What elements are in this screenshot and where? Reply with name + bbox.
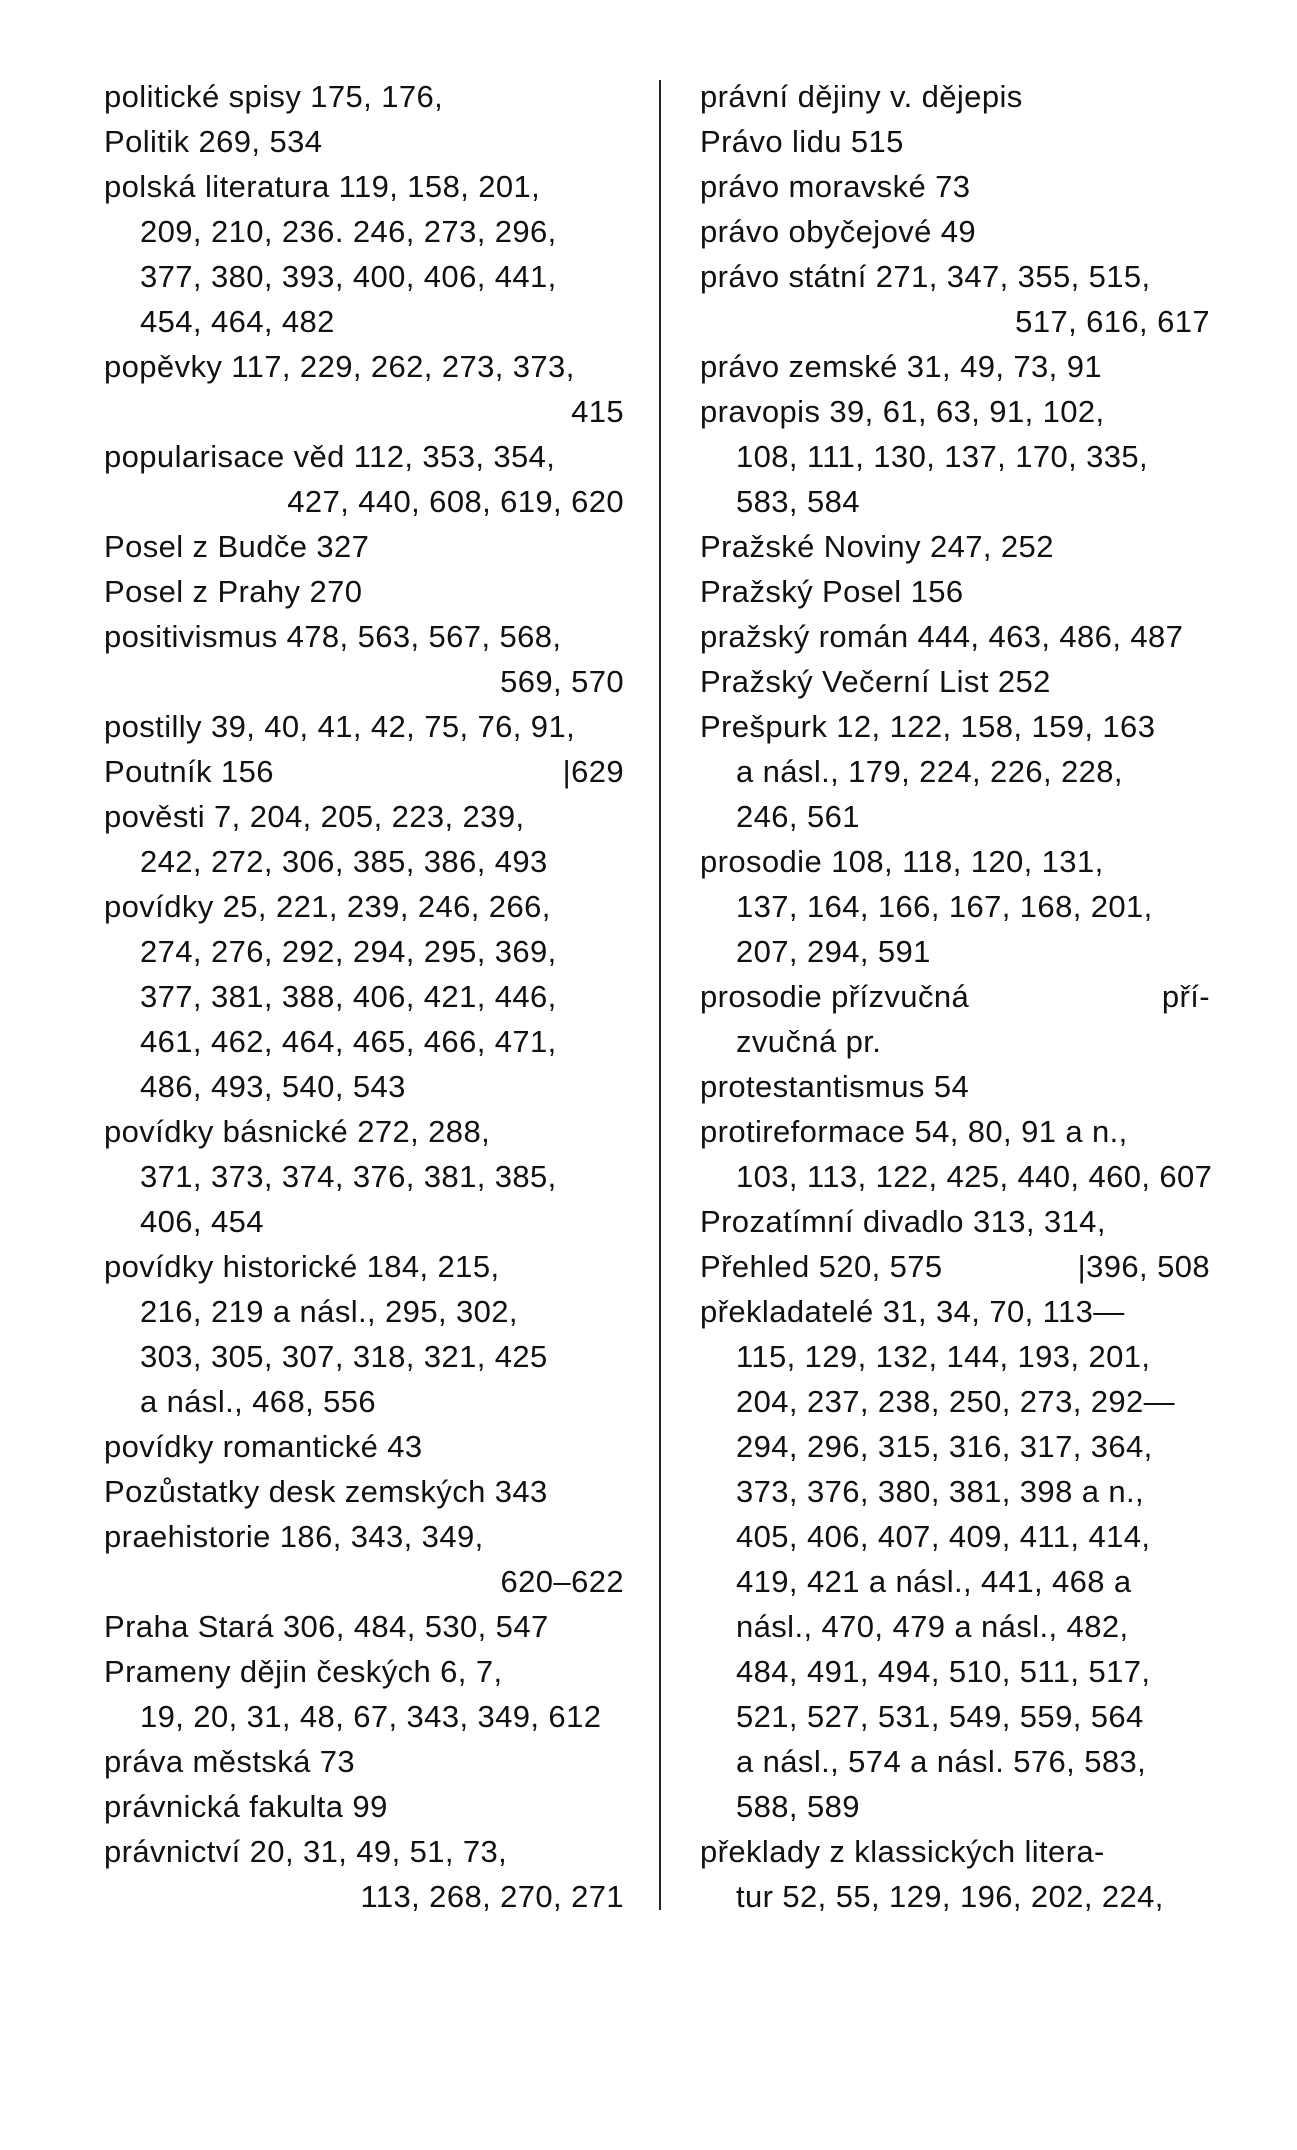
index-entry-text: 371, 373, 374, 376, 381, 385, [140,1159,557,1194]
index-entry-text: 108, 111, 130, 137, 170, 335, [736,439,1149,474]
index-entry-text: 207, 294, 591 [736,934,931,969]
index-entry-line [700,614,1210,659]
index-entry-text: Poutník 156 [104,754,274,789]
index-entry-line [104,119,624,164]
index-entry-line [104,1154,624,1199]
index-entry-line [104,1379,624,1424]
index-entry-text: prosodie přízvučná [700,979,970,1014]
index-entry-text: 19, 20, 31, 48, 67, 343, 349, 612 [140,1699,602,1734]
index-entry-line [700,1019,1210,1064]
index-entry-line [700,209,1210,254]
index-entry-line [104,1469,624,1514]
index-entry-line [104,1289,624,1334]
index-entry-text: Pražský Večerní List 252 [700,664,1051,699]
index-entry-line [700,1289,1210,1334]
index-entry-line [104,614,624,659]
index-entry-line [700,1514,1210,1559]
index-entry-line [104,299,624,344]
index-entry-line [104,929,624,974]
index-entry-line [700,344,1210,389]
index-entry-line [700,749,1210,794]
index-entry-text: 294, 296, 315, 316, 317, 364, [736,1429,1153,1464]
index-entry-line [700,1649,1210,1694]
index-entry-text: 484, 491, 494, 510, 511, 517, [736,1654,1151,1689]
index-entry-line [104,659,624,704]
index-entry-line [700,794,1210,839]
index-entry-text: Pražské Noviny 247, 252 [700,529,1054,564]
index-entry-line [104,479,624,524]
index-entry-line [104,1334,624,1379]
index-entry-line [104,1694,624,1739]
index-entry-text: 377, 380, 393, 400, 406, 441, [140,259,557,294]
index-entry-text: 583, 584 [736,484,860,519]
index-entry-line [104,884,624,929]
index-entry-continuation: |396, 508 [1077,1249,1210,1284]
index-entry-text: protireformace 54, 80, 91 a n., [700,1114,1128,1149]
index-entry-text: pravopis 39, 61, 63, 91, 102, [700,394,1105,429]
index-column-right [700,74,1213,1919]
index-entry-line [104,749,624,794]
index-entry-text: tur 52, 55, 129, 196, 202, 224, [736,1879,1164,1914]
index-entry-line [104,839,624,884]
index-entry-text: Právo lidu 515 [700,124,904,159]
index-entry-text: 209, 210, 236. 246, 273, 296, [140,214,557,249]
index-entry-continuation: |629 [562,754,624,789]
index-entry-line [104,1424,624,1469]
index-entry-line [700,524,1210,569]
index-entry-line [700,1604,1210,1649]
index-entry-line [700,479,1210,524]
index-entry-text: Pozůstatky desk zemských 343 [104,1474,548,1509]
index-entry-text: a násl., 179, 224, 226, 228, [736,754,1123,789]
index-entry-line [104,1514,624,1559]
index-entry-line [104,434,624,479]
index-entry-line [700,704,1210,749]
index-entry-text: právo státní 271, 347, 355, 515, [700,259,1151,294]
index-entry-text: pražský román 444, 463, 486, 487 [700,619,1184,654]
index-entry-text: povídky historické 184, 215, [104,1249,500,1284]
index-entry-text: Posel z Prahy 270 [104,574,363,609]
index-entry-text: popěvky 117, 229, 262, 273, 373, [104,349,575,384]
index-entry-text: 377, 381, 388, 406, 421, 446, [140,979,557,1014]
index-entry-line [104,164,624,209]
index-entry-line [700,1109,1210,1154]
index-entry-text: 588, 589 [736,1789,860,1824]
index-entry-text: 517, 616, 617 [1015,304,1210,339]
index-entry-text: právnická fakulta 99 [104,1789,388,1824]
index-entry-text: právní dějiny v. dějepis [700,79,1023,114]
index-entry-text: 521, 527, 531, 549, 559, 564 [736,1699,1144,1734]
index-entry-line [700,929,1210,974]
index-column-left [104,74,624,1919]
index-entry-line [700,119,1210,164]
index-entry-text: 246, 561 [736,799,860,834]
index-entry-text: politické spisy 175, 176, [104,79,444,114]
index-entry-line [700,884,1210,929]
index-entry-line [104,389,624,434]
index-entry-line [104,1109,624,1154]
index-entry-line [700,839,1210,884]
index-entry-text: prosodie 108, 118, 120, 131, [700,844,1104,879]
index-entry-line [700,389,1210,434]
index-entry-text: zvučná pr. [736,1024,882,1059]
index-entry-text: násl., 470, 479 a násl., 482, [736,1609,1129,1644]
index-entry-text: popularisace věd 112, 353, 354, [104,439,556,474]
index-entry-text: právo moravské 73 [700,169,971,204]
index-entry-line [104,1559,624,1604]
index-entry-text: 405, 406, 407, 409, 411, 414, [736,1519,1151,1554]
index-entry-line [104,974,624,1019]
index-entry-line [104,74,624,119]
index-entry-text: 274, 276, 292, 294, 295, 369, [140,934,557,969]
index-entry-line [700,1469,1210,1514]
index-entry-text: právo zemské 31, 49, 73, 91 [700,349,1102,384]
index-entry-line [104,254,624,299]
index-entry-line [700,569,1210,614]
index-entry-text: 419, 421 a násl., 441, 468 a [736,1564,1132,1599]
index-entry-text: 216, 219 a násl., 295, 302, [140,1294,518,1329]
index-entry-text: a násl., 468, 556 [140,1384,377,1419]
index-entry-text: Politik 269, 534 [104,124,323,159]
index-entry-line [104,1064,624,1109]
index-entry-line [700,1559,1210,1604]
index-entry-line [700,1694,1210,1739]
index-entry-text: 303, 305, 307, 318, 321, 425 [140,1339,548,1374]
index-entry-line [700,164,1210,209]
index-entry-text: 113, 268, 270, 271 [360,1879,624,1914]
index-entry-text: 242, 272, 306, 385, 386, 493 [140,844,548,879]
index-entry-text: 454, 464, 482 [140,304,335,339]
index-entry-text: 569, 570 [500,664,624,699]
index-entry-text: 204, 237, 238, 250, 273, 292— [736,1384,1176,1419]
index-entry-line [104,569,624,614]
index-entry-text: 103, 113, 122, 425, 440, 460, 607 [736,1159,1213,1194]
index-entry-line [104,1604,624,1649]
index-entry-text: pověsti 7, 204, 205, 223, 239, [104,799,525,834]
index-entry-line [104,524,624,569]
index-entry-line [700,1334,1210,1379]
index-entry-line [700,974,1210,1019]
index-entry-text: 373, 376, 380, 381, 398 a n., [736,1474,1145,1509]
index-entry-line [700,434,1210,479]
index-entry-text: Prešpurk 12, 122, 158, 159, 163 [700,709,1156,744]
index-entry-text: 486, 493, 540, 543 [140,1069,406,1104]
index-entry-line [104,344,624,389]
column-divider [659,80,661,1910]
index-entry-text: 137, 164, 166, 167, 168, 201, [736,889,1153,924]
index-entry-line [700,1424,1210,1469]
index-entry-line [700,74,1210,119]
index-entry-text: překlady z klassických litera- [700,1834,1105,1869]
index-entry-line [700,1379,1210,1424]
index-entry-text: a násl., 574 a násl. 576, 583, [736,1744,1147,1779]
index-entry-line [700,1739,1210,1784]
index-entry-text: 415 [571,394,624,429]
index-entry-line [104,1649,624,1694]
index-entry-text: 620–622 [500,1564,624,1599]
index-entry-text: Prozatímní divadlo 313, 314, [700,1204,1106,1239]
index-entry-text: Posel z Budče 327 [104,529,370,564]
index-entry-line [700,1784,1210,1829]
index-entry-line [104,794,624,839]
index-entry-text: Přehled 520, 575 [700,1249,943,1284]
index-entry-text: právnictví 20, 31, 49, 51, 73, [104,1834,508,1869]
index-entry-line [700,1199,1210,1244]
index-entry-line [700,1874,1210,1919]
index-entry-text: povídky romantické 43 [104,1429,423,1464]
index-entry-text: právo obyčejové 49 [700,214,977,249]
index-entry-line [104,1829,624,1874]
index-entry-line [700,254,1210,299]
index-entry-text: povídky 25, 221, 239, 246, 266, [104,889,551,924]
index-entry-text: práva městská 73 [104,1744,356,1779]
index-entry-text: Praha Stará 306, 484, 530, 547 [104,1609,549,1644]
index-entry-text: 406, 454 [140,1204,264,1239]
index-entry-line [104,704,624,749]
index-entry-text: povídky básnické 272, 288, [104,1114,491,1149]
index-entry-text: Prameny dějin českých 6, 7, [104,1654,503,1689]
index-entry-text: Pražský Posel 156 [700,574,964,609]
index-entry-text: 115, 129, 132, 144, 193, 201, [736,1339,1151,1374]
index-entry-text: protestantismus 54 [700,1069,970,1104]
index-entry-line [104,1784,624,1829]
index-entry-line [700,1064,1210,1109]
index-entry-text: 461, 462, 464, 465, 466, 471, [140,1024,557,1059]
index-entry-line [700,1244,1210,1289]
index-entry-line [700,659,1210,704]
index-entry-line [104,1739,624,1784]
index-entry-text: positivismus 478, 563, 567, 568, [104,619,562,654]
index-entry-line [700,1154,1213,1199]
index-entry-line [700,1829,1210,1874]
index-entry-text: překladatelé 31, 34, 70, 113— [700,1294,1125,1329]
index-entry-line [104,1199,624,1244]
index-entry-text: polská literatura 119, 158, 201, [104,169,541,204]
index-entry-line [700,299,1210,344]
index-entry-text: 427, 440, 608, 619, 620 [287,484,624,519]
index-entry-line [104,209,624,254]
index-entry-text: praehistorie 186, 343, 349, [104,1519,484,1554]
index-entry-text: postilly 39, 40, 41, 42, 75, 76, 91, [104,709,576,744]
index-entry-line [104,1019,624,1064]
index-entry-line [104,1874,624,1919]
index-entry-continuation: pří- [1161,979,1210,1014]
index-entry-line [104,1244,624,1289]
